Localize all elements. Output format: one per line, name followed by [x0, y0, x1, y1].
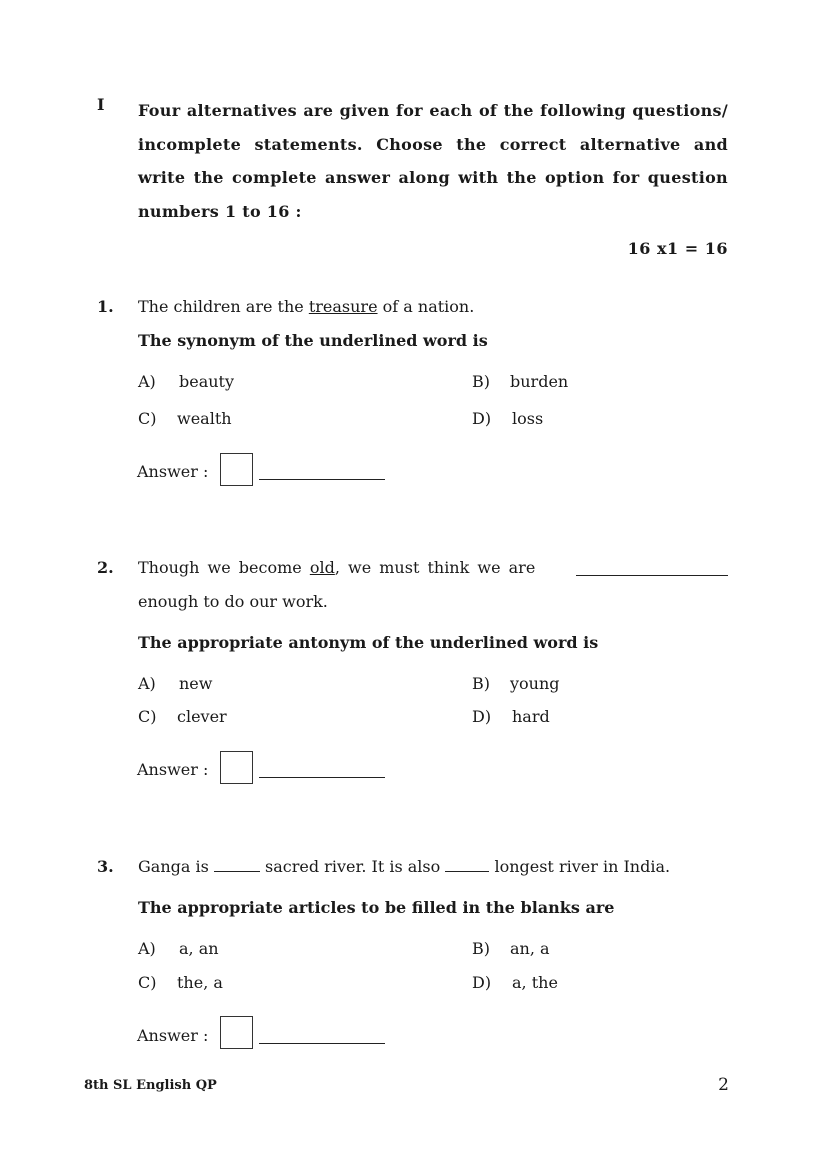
question-number: 2.: [97, 558, 114, 577]
question-prompt: The appropriate articles to be filled in the blanks are: [138, 898, 615, 917]
option-text: burden: [510, 372, 569, 391]
answer-label: Answer :: [137, 462, 209, 481]
stem-text: longest river in India.: [494, 857, 671, 876]
footer-title: 8th SL English QP: [84, 1078, 217, 1093]
option-label: D): [472, 707, 492, 726]
stem-text: , we must think we are: [334, 558, 536, 577]
option-label: A): [138, 674, 156, 693]
underlined-word: old: [309, 558, 335, 577]
fill-blank: [576, 575, 728, 576]
question-stem: [138, 558, 535, 578]
answer-label: Answer :: [137, 1026, 209, 1045]
stem-text: Though we become: [138, 558, 310, 577]
answer-option-box[interactable]: [220, 453, 253, 486]
question-stem-line2: enough to do our work.: [138, 592, 328, 611]
question-prompt: The synonym of the underlined word is: [138, 331, 488, 350]
option-label: C): [138, 409, 157, 428]
option-label: A): [138, 372, 156, 391]
option-text: beauty: [179, 372, 235, 391]
option-text: hard: [512, 707, 550, 726]
section-marks: 16 x1 = 16: [627, 239, 728, 258]
option-label: C): [138, 973, 157, 992]
answer-line[interactable]: [259, 479, 385, 480]
question-prompt: The appropriate antonym of the underlined word is: [138, 633, 599, 652]
answer-line[interactable]: [259, 777, 385, 778]
question-stem: [138, 297, 474, 317]
answer-option-box[interactable]: [220, 1016, 253, 1049]
answer-label: Answer :: [137, 760, 209, 779]
option-text: wealth: [177, 409, 232, 428]
option-label: B): [472, 674, 490, 693]
option-label: C): [138, 707, 157, 726]
question-number: 1.: [97, 297, 114, 316]
option-text: young: [510, 674, 560, 693]
option-label: D): [472, 973, 492, 992]
option-label: B): [472, 372, 490, 391]
section-number: I: [97, 95, 105, 114]
option-label: B): [472, 939, 490, 958]
option-text: new: [179, 674, 213, 693]
option-label: A): [138, 939, 156, 958]
option-text: the, a: [177, 973, 223, 992]
question-stem: [138, 857, 670, 877]
stem-text: of a nation.: [377, 297, 475, 316]
stem-text: Ganga is: [138, 857, 209, 876]
option-text: a, an: [179, 939, 219, 958]
answer-option-box[interactable]: [220, 751, 253, 784]
stem-text: sacred river. It is also: [265, 857, 441, 876]
question-number: 3.: [97, 857, 114, 876]
answer-line[interactable]: [259, 1043, 385, 1044]
stem-text: The children are the: [138, 297, 309, 316]
option-text: an, a: [510, 939, 550, 958]
page-number: 2: [718, 1075, 729, 1095]
section-instruction: Four alternatives are given for each of the following questions/ incomplete statements. Choose the correct alternative and write the complete answer along with the option for question numbers 1 to 16 :: [138, 101, 728, 221]
option-text: a, the: [512, 973, 558, 992]
option-text: clever: [177, 707, 227, 726]
option-label: D): [472, 409, 492, 428]
fill-blank: [445, 857, 489, 872]
underlined-word: treasure: [308, 297, 378, 316]
option-text: loss: [512, 409, 544, 428]
fill-blank: [214, 857, 260, 872]
